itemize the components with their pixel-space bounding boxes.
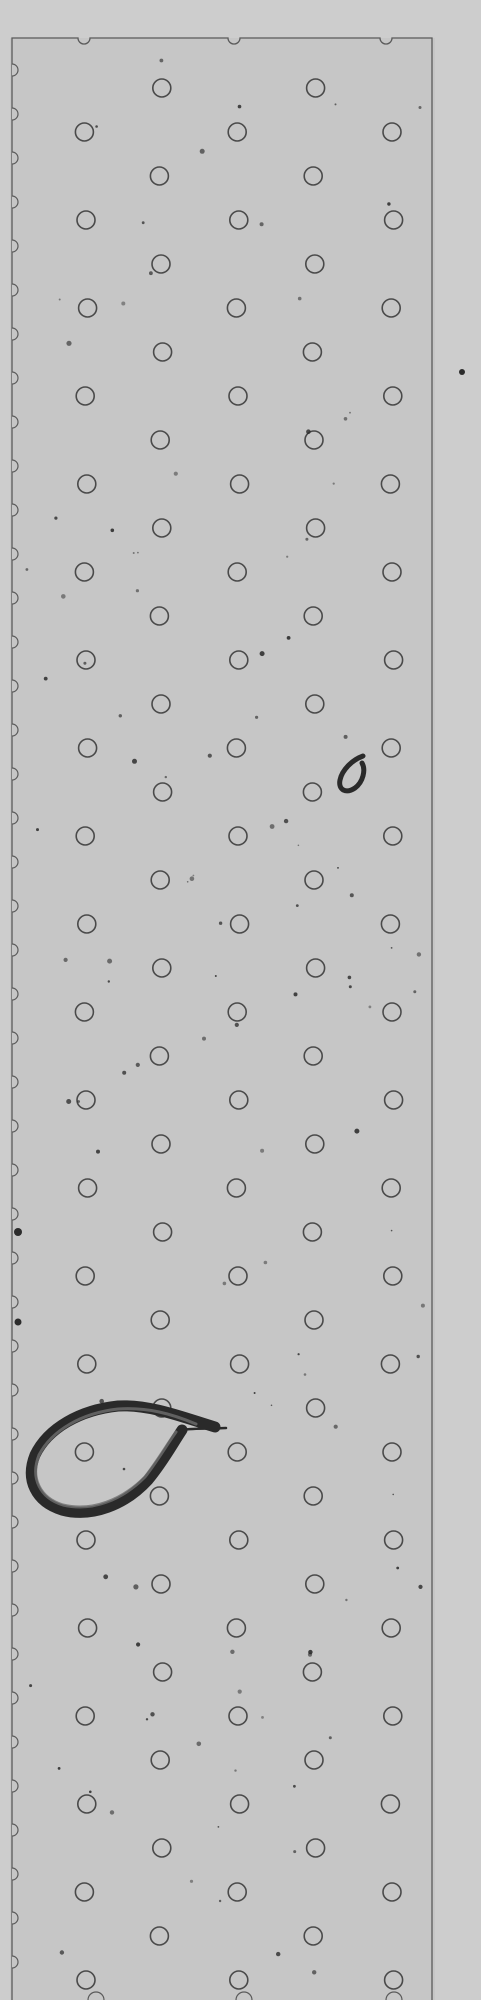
debris-speck bbox=[308, 1650, 312, 1654]
debris-speck bbox=[333, 483, 335, 485]
debris-speck bbox=[219, 1900, 221, 1902]
debris-speck bbox=[230, 1650, 234, 1654]
debris-speck bbox=[202, 1037, 206, 1041]
debris-speck bbox=[215, 975, 217, 977]
debris-speck bbox=[83, 662, 86, 665]
debris-speck bbox=[305, 538, 308, 541]
debris-speck bbox=[254, 1392, 256, 1394]
debris-speck bbox=[66, 1099, 71, 1104]
debris-speck bbox=[298, 1353, 300, 1355]
debris-speck bbox=[260, 1149, 264, 1153]
debris-speck bbox=[29, 1684, 32, 1687]
debris-speck bbox=[344, 417, 348, 421]
debris-speck bbox=[187, 881, 189, 883]
debris-speck bbox=[77, 1100, 80, 1103]
debris-speck bbox=[132, 759, 137, 764]
debris-speck bbox=[165, 776, 167, 778]
debris-speck bbox=[219, 922, 222, 925]
debris-speck bbox=[107, 959, 112, 964]
debris-speck bbox=[284, 819, 288, 823]
debris-speck bbox=[149, 271, 153, 275]
debris-speck bbox=[334, 1425, 338, 1429]
debris-speck bbox=[293, 1785, 296, 1788]
debris-speck bbox=[421, 1304, 425, 1308]
debris-speck bbox=[122, 1071, 126, 1075]
debris-speck bbox=[294, 992, 298, 996]
debris-speck bbox=[293, 1850, 296, 1853]
debris-speck bbox=[136, 1063, 140, 1067]
debris-speck bbox=[255, 716, 258, 719]
debris-speck bbox=[387, 202, 390, 205]
debris-speck bbox=[349, 412, 351, 414]
debris-speck bbox=[298, 845, 300, 847]
debris-speck bbox=[150, 1712, 154, 1716]
debris-speck bbox=[110, 1810, 114, 1814]
debris-speck bbox=[14, 1228, 22, 1236]
debris-speck bbox=[276, 1952, 280, 1956]
debris-speck bbox=[296, 904, 299, 907]
debris-speck bbox=[123, 1468, 126, 1471]
debris-speck bbox=[335, 103, 337, 105]
debris-speck bbox=[391, 947, 393, 949]
debris-speck bbox=[306, 429, 311, 434]
debris-speck bbox=[329, 1736, 332, 1739]
debris-speck bbox=[298, 297, 302, 301]
debris-speck bbox=[396, 1567, 399, 1570]
debris-speck bbox=[354, 1129, 359, 1134]
debris-speck bbox=[119, 714, 122, 717]
debris-speck bbox=[61, 594, 66, 599]
debris-speck bbox=[54, 517, 57, 520]
debris-speck bbox=[350, 893, 354, 897]
debris-speck bbox=[133, 552, 135, 554]
debris-speck bbox=[260, 222, 264, 226]
debris-speck bbox=[392, 1494, 394, 1496]
debris-speck bbox=[417, 1355, 420, 1358]
debris-speck bbox=[345, 1599, 347, 1601]
debris-speck bbox=[349, 985, 352, 988]
debris-speck bbox=[459, 369, 465, 375]
debris-speck bbox=[312, 1970, 316, 1974]
debris-speck bbox=[26, 568, 29, 571]
debris-speck bbox=[238, 105, 242, 109]
debris-speck bbox=[44, 677, 48, 681]
debris-speck bbox=[174, 472, 178, 476]
debris-speck bbox=[190, 876, 195, 881]
debris-speck bbox=[96, 1150, 100, 1154]
debris-speck bbox=[369, 1006, 372, 1009]
debris-speck bbox=[391, 1230, 393, 1232]
debris-speck bbox=[218, 1826, 220, 1828]
debris-speck bbox=[121, 302, 125, 306]
debris-speck bbox=[264, 1261, 268, 1265]
debris-speck bbox=[137, 552, 139, 554]
debris-speck bbox=[234, 1769, 236, 1771]
debris-speck bbox=[208, 754, 212, 758]
debris-speck bbox=[60, 1950, 64, 1954]
debris-speck bbox=[160, 59, 164, 63]
debris-speck bbox=[95, 125, 98, 128]
debris-speck bbox=[271, 1405, 273, 1407]
debris-speck bbox=[146, 1718, 148, 1720]
debris-speck bbox=[133, 1584, 138, 1589]
debris-speck bbox=[418, 1585, 422, 1589]
debris-speck bbox=[66, 341, 71, 346]
debris-speck bbox=[197, 1742, 202, 1747]
debris-speck bbox=[190, 1880, 193, 1883]
debris-speck bbox=[15, 1319, 22, 1326]
debris-speck bbox=[304, 1373, 307, 1376]
chamber-floor bbox=[10, 38, 435, 2000]
debris-speck bbox=[344, 735, 348, 739]
debris-speck bbox=[64, 958, 68, 962]
debris-speck bbox=[36, 828, 39, 831]
debris-speck bbox=[417, 952, 421, 956]
debris-speck bbox=[136, 1642, 140, 1646]
debris-speck bbox=[136, 589, 139, 592]
debris-speck bbox=[337, 867, 339, 869]
debris-speck bbox=[413, 990, 416, 993]
debris-speck bbox=[270, 824, 275, 829]
debris-speck bbox=[287, 636, 291, 640]
debris-speck bbox=[59, 299, 61, 301]
debris-speck bbox=[200, 149, 205, 154]
debris-speck bbox=[238, 1690, 242, 1694]
debris-speck bbox=[108, 980, 110, 982]
debris-speck bbox=[89, 1791, 92, 1794]
debris-speck bbox=[286, 556, 288, 558]
debris-speck bbox=[58, 1767, 61, 1770]
debris-speck bbox=[142, 221, 145, 224]
debris-speck bbox=[223, 1282, 227, 1286]
debris-speck bbox=[111, 529, 115, 533]
debris-speck bbox=[419, 106, 422, 109]
debris-speck bbox=[260, 651, 265, 656]
debris-speck bbox=[348, 976, 352, 980]
debris-speck bbox=[235, 1023, 239, 1027]
debris-speck bbox=[193, 875, 195, 877]
debris-speck bbox=[261, 1716, 264, 1719]
debris-speck bbox=[103, 1574, 108, 1579]
